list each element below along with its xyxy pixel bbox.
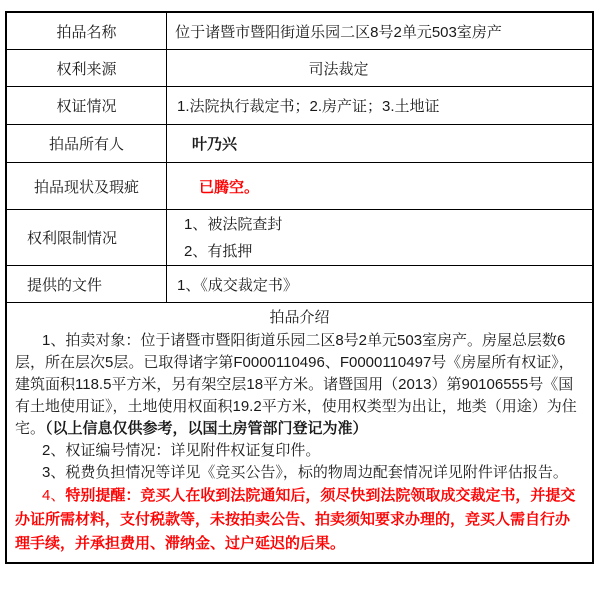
restriction-item: 2、有抵押 bbox=[184, 242, 253, 260]
row-value-certificates: 1.法院执行裁定书；2.房产证；3.土地证 bbox=[177, 98, 440, 115]
row-label-certificates: 权证情况 bbox=[7, 87, 167, 124]
table-row-status-defects bbox=[7, 163, 592, 210]
reference-only-bold-note: （以上信息仅供参考，以国土房管部门登记为准） bbox=[45, 420, 368, 437]
table-row-restrictions bbox=[7, 210, 592, 266]
table-row-owner bbox=[7, 125, 592, 163]
intro-paragraph-certificate-numbers: 2、权证编号情况：详见附件权证复印件。 bbox=[42, 442, 321, 459]
restriction-item: 1、被法院查封 bbox=[184, 215, 283, 233]
row-label-item-name: 拍品名称 bbox=[7, 13, 167, 49]
row-value-documents: 1、《成交裁定书》 bbox=[177, 276, 298, 294]
reminder-number: 4、 bbox=[42, 487, 66, 504]
row-label-status-defects: 拍品现状及瑕疵 bbox=[7, 163, 167, 209]
intro-paragraph-special-reminder bbox=[15, 484, 584, 556]
intro-paragraph-taxes-fees: 3、税费负担情况等详见《竞买公告》，标的物周边配套情况详见附件评估报告。 bbox=[42, 464, 568, 481]
row-label-rights-source: 权利来源 bbox=[7, 50, 167, 86]
table-row-certificates bbox=[7, 87, 592, 125]
auction-info-table bbox=[5, 11, 594, 564]
auction-object-text: 1、拍卖对象：位于诸暨市暨阳街道乐园二区8号2单元503室房产。房屋总层数6层，所在层次5层。已取得诸字第F0000110496、F0000110497号《房屋所有权证》，建筑面积118.5平方米，另有架空层18平方米。诸暨国用（2013）第90106555号《国有土地使用证》，土地使用权面积19.2平方米，使用权类型为出让，地类（用途）为住宅。 bbox=[15, 332, 577, 437]
row-label-restrictions: 权利限制情况 bbox=[7, 210, 167, 265]
intro-title: 拍品介绍 bbox=[269, 309, 330, 326]
intro-paragraph-auction-object bbox=[15, 330, 584, 440]
table-row-documents bbox=[7, 266, 592, 303]
row-label-documents: 提供的文件 bbox=[7, 266, 167, 302]
row-value-owner: 叶乃兴 bbox=[192, 136, 238, 153]
special-reminder-text: 特别提醒：竞买人在收到法院通知后，须尽快到法院领取成交裁定书，并提交办证所需材料，支付税款等，未按拍卖公告、拍卖须知要求办理的，竞买人需自行办理手续，并承担费用、滞纳金、过户延迟的后果。 bbox=[15, 487, 576, 552]
row-value-status-defects: 已腾空。 bbox=[199, 178, 260, 196]
row-label-owner: 拍品所有人 bbox=[7, 125, 167, 162]
row-value-item-name: 位于诸暨市暨阳街道乐园二区8号2单元503室房产 bbox=[175, 23, 502, 41]
row-value-rights-source: 司法裁定 bbox=[308, 60, 369, 78]
intro-section bbox=[7, 303, 592, 562]
table-row-rights-source bbox=[7, 50, 592, 87]
row-value-restrictions bbox=[167, 210, 592, 265]
table-row-item-name bbox=[7, 13, 592, 50]
